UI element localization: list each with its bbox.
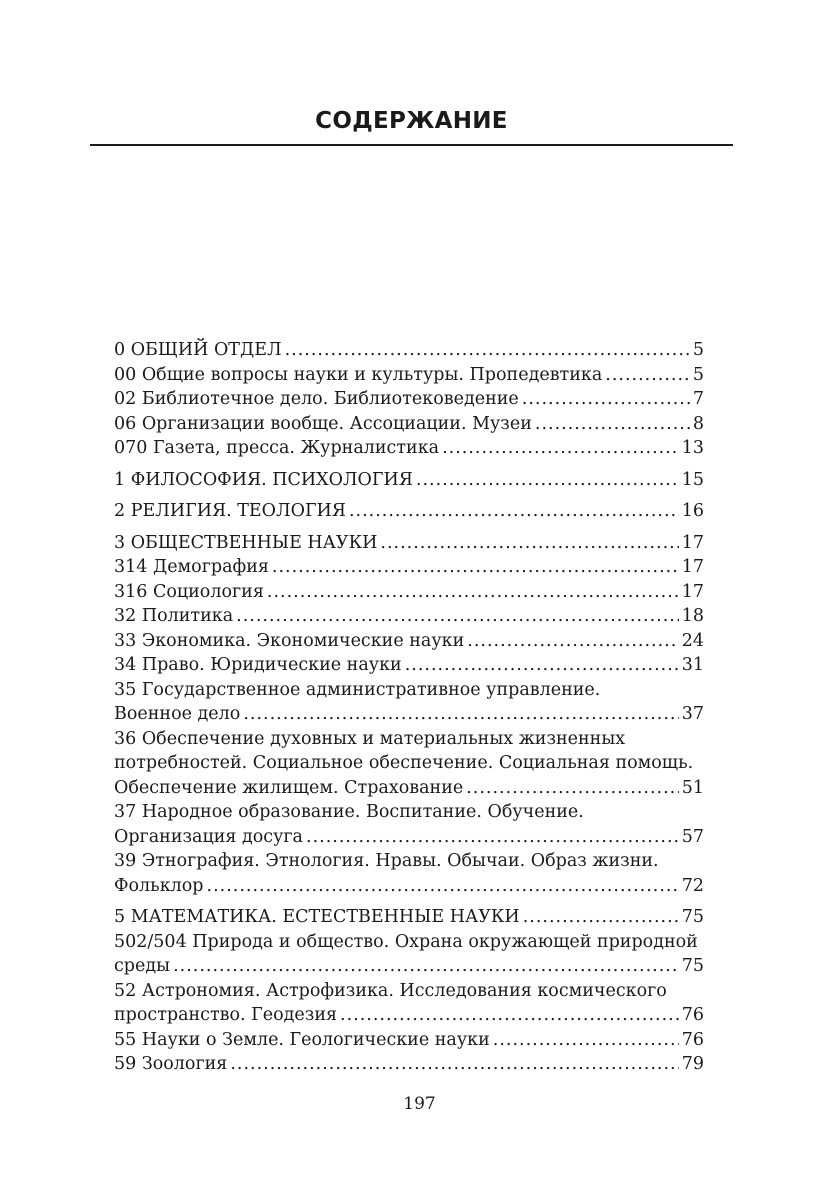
toc-entry-last-line <box>114 604 704 629</box>
toc-entry-page: 18 <box>681 606 704 626</box>
dot-leader <box>340 1003 679 1028</box>
toc-entry-page: 37 <box>681 704 704 724</box>
toc-entry-title: 59 Зоология <box>114 1054 228 1074</box>
toc-entry-last-line <box>114 338 704 363</box>
toc-entry-line: потребностей. Социальное обеспечение. Социальная помощь. <box>114 753 694 773</box>
toc-entry-page: 7 <box>692 389 704 409</box>
toc-entry[interactable] <box>114 905 704 930</box>
page-title: СОДЕРЖАНИЕ <box>315 108 508 134</box>
toc-entry-last-line <box>114 905 704 930</box>
toc-entry-page: 5 <box>692 340 704 360</box>
toc-entry-page: 75 <box>681 956 704 976</box>
dot-leader <box>466 776 678 801</box>
toc-entry[interactable] <box>114 849 704 898</box>
dot-leader <box>605 363 690 388</box>
toc-entry[interactable] <box>114 468 704 493</box>
toc-entry-page: 24 <box>681 630 704 651</box>
toc-entry[interactable] <box>114 338 704 363</box>
toc-entry-title: 00 Общие вопросы науки и культуры. Пропедевтика <box>114 364 603 385</box>
toc-entry-page: 5 <box>692 364 704 385</box>
toc-entry-title: 34 Право. Юридические науки <box>114 655 402 675</box>
dot-leader <box>306 825 679 850</box>
toc-entry-title: Обеспечение жилищем. Страхование <box>114 777 464 798</box>
toc-entry-page: 57 <box>681 826 704 847</box>
toc-entry-line: 35 Государственное административное управление. <box>114 679 601 700</box>
toc-entry-line: 37 Народное образование. Воспитание. Обучение. <box>114 802 584 822</box>
toc-entry-last-line <box>114 363 704 388</box>
toc-entry-line: 39 Этнография. Этнология. Нравы. Обычаи. Образ жизни. <box>114 851 659 871</box>
toc-entry-last-line <box>114 580 704 605</box>
toc-entry[interactable] <box>114 629 704 654</box>
toc-entry-page: 76 <box>681 1029 704 1050</box>
toc-entry-page: 8 <box>692 413 704 434</box>
toc-entry[interactable] <box>114 363 704 388</box>
dot-leader <box>523 905 679 930</box>
toc-entry-title: Фольклор <box>114 875 204 896</box>
toc-entry-page: 31 <box>681 655 704 675</box>
toc-entry[interactable] <box>114 604 704 629</box>
toc-entry[interactable] <box>114 727 704 801</box>
toc-entry-line: 36 Обеспечение духовных и материальных жизненных <box>114 728 626 749</box>
toc-entry-title: 5 МАТЕМАТИКА. ЕСТЕСТВЕННЫЕ НАУКИ <box>114 907 520 927</box>
toc-entry-page: 17 <box>681 557 704 577</box>
toc-entry-last-line <box>114 468 704 493</box>
toc-entry-page: 72 <box>681 875 704 896</box>
toc-entry[interactable] <box>114 979 704 1028</box>
toc-entry[interactable] <box>114 800 704 849</box>
toc-entry-last-line <box>114 1052 704 1077</box>
toc-entry-title: 070 Газета, пресса. Журналистика <box>114 438 440 458</box>
toc-entry-last-line <box>114 436 704 461</box>
toc-entry-title: 1 ФИЛОСОФИЯ. ПСИХОЛОГИЯ <box>114 469 413 490</box>
toc-entry[interactable] <box>114 387 704 412</box>
toc-entry-page: 76 <box>681 1005 704 1025</box>
title-rule <box>90 144 733 146</box>
toc-entry-last-line <box>114 1003 704 1028</box>
toc-entry[interactable] <box>114 1052 704 1077</box>
toc-entry-title: 32 Политика <box>114 606 234 626</box>
dot-leader <box>493 1028 679 1053</box>
dot-leader <box>467 629 678 654</box>
toc-entry[interactable] <box>114 412 704 437</box>
dot-leader <box>522 387 690 412</box>
toc-entry-line: 502/504 Природа и общество. Охрана окружающей природной <box>114 931 698 952</box>
toc-entry-title: 33 Экономика. Экономические науки <box>114 630 465 651</box>
toc-entry-last-line <box>114 555 704 580</box>
toc-entry-page: 16 <box>681 501 704 521</box>
dot-leader <box>416 468 679 493</box>
toc-entry-title: 2 РЕЛИГИЯ. ТЕОЛОГИЯ <box>114 501 346 521</box>
toc-entry[interactable] <box>114 499 704 524</box>
toc-entry-last-line <box>114 874 704 899</box>
dot-leader <box>380 531 678 556</box>
toc-entry-title: 316 Социология <box>114 581 264 602</box>
toc-entry-last-line <box>114 653 704 678</box>
dot-leader <box>272 555 679 580</box>
dot-leader <box>243 702 678 727</box>
toc-entry[interactable] <box>114 678 704 727</box>
toc-entry[interactable] <box>114 930 704 979</box>
toc-entry[interactable] <box>114 1028 704 1053</box>
dot-leader <box>349 499 679 524</box>
toc-entry-page: 51 <box>681 777 704 798</box>
toc-entry-title: 314 Демография <box>114 557 269 577</box>
toc-entry-last-line <box>114 776 704 801</box>
toc-entry-last-line <box>114 1028 704 1053</box>
toc-entry-page: 15 <box>681 469 704 490</box>
toc-entry-page: 13 <box>681 438 704 458</box>
toc-entry-title: Военное дело <box>114 704 241 724</box>
toc-entry-page: 79 <box>681 1054 704 1074</box>
dot-leader <box>285 338 690 363</box>
toc-entry[interactable] <box>114 555 704 580</box>
page-number: 197 <box>403 1094 436 1114</box>
toc-entry-last-line <box>114 702 704 727</box>
toc-entry-page: 17 <box>681 532 704 553</box>
dot-leader <box>442 436 679 461</box>
toc-entry-title: Организация досуга <box>114 826 303 847</box>
table-of-contents <box>114 338 704 1077</box>
dot-leader <box>535 412 690 437</box>
toc-entry-title: 0 ОБЩИЙ ОТДЕЛ <box>114 340 282 360</box>
dot-leader <box>267 580 679 605</box>
dot-leader <box>173 954 679 979</box>
toc-entry[interactable] <box>114 653 704 678</box>
toc-entry-title: 02 Библиотечное дело. Библиотековедение <box>114 389 519 409</box>
toc-entry-page: 75 <box>681 907 704 927</box>
toc-entry-last-line <box>114 531 704 556</box>
toc-entry-page: 17 <box>681 581 704 602</box>
toc-entry-last-line <box>114 825 704 850</box>
toc-entry-title: 3 ОБЩЕСТВЕННЫЕ НАУКИ <box>114 532 378 553</box>
toc-entry-title: 06 Организации вообще. Ассоциации. Музеи <box>114 413 532 434</box>
dot-leader <box>405 653 679 678</box>
toc-entry-line: 52 Астрономия. Астрофизика. Исследования космического <box>114 980 667 1001</box>
toc-entry[interactable] <box>114 580 704 605</box>
dot-leader <box>207 874 679 899</box>
toc-entry[interactable] <box>114 436 704 461</box>
dot-leader <box>236 604 679 629</box>
toc-entry-last-line <box>114 387 704 412</box>
toc-entry-last-line <box>114 412 704 437</box>
toc-entry-title: 55 Науки о Земле. Геологические науки <box>114 1029 490 1050</box>
toc-entry-last-line <box>114 954 704 979</box>
toc-entry-title: пространство. Геодезия <box>114 1005 338 1025</box>
toc-entry-last-line <box>114 629 704 654</box>
toc-entry-last-line <box>114 499 704 524</box>
toc-entry-title: среды <box>114 956 171 976</box>
toc-entry[interactable] <box>114 531 704 556</box>
dot-leader <box>230 1052 678 1077</box>
